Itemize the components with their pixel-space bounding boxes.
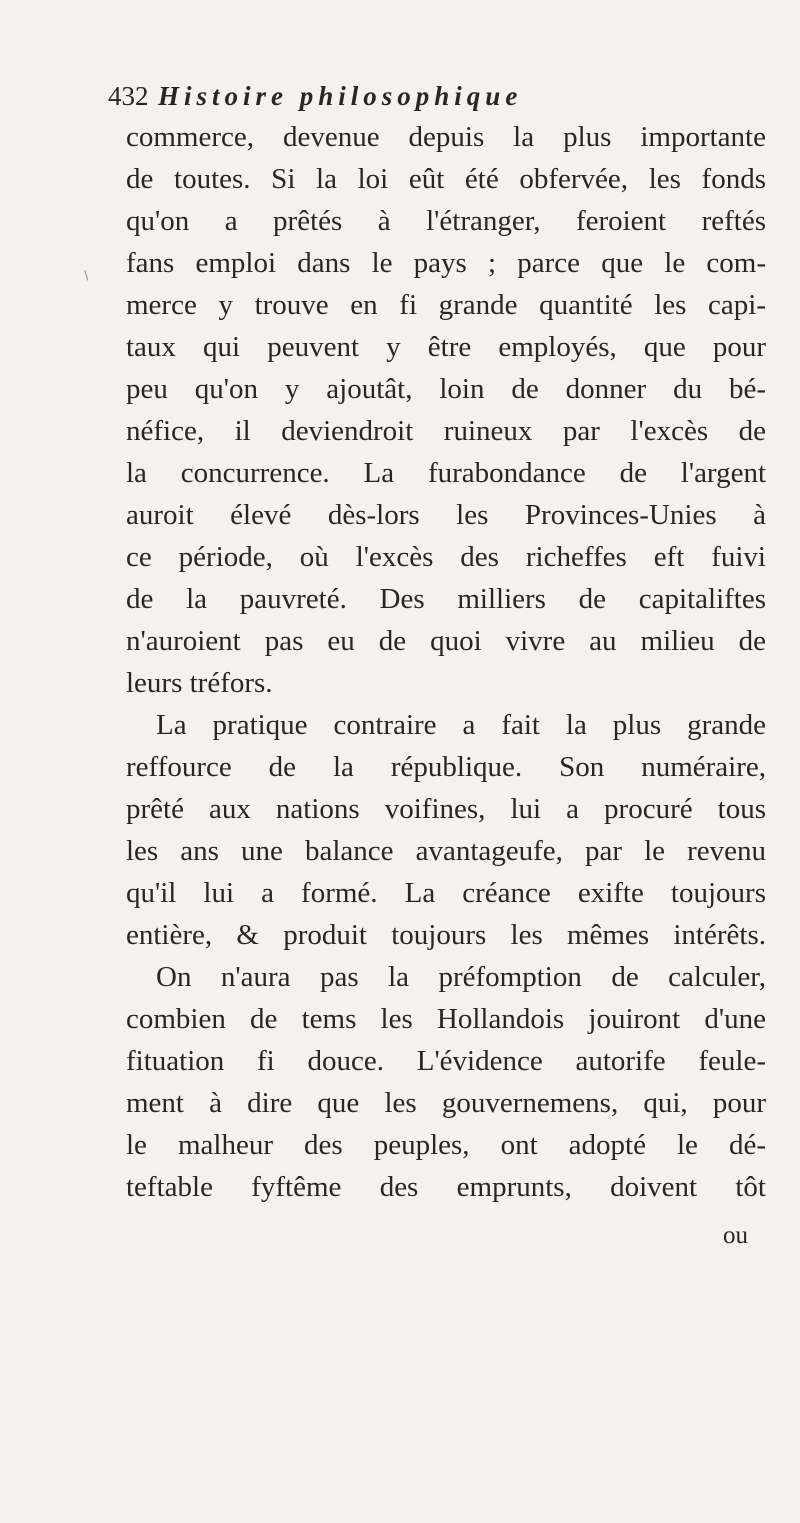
text-line: fituation fi douce. L'évidence autorife feule- (126, 1045, 766, 1077)
text-line: ce période, où l'excès des richeffes eft fuivi (126, 541, 766, 573)
text-line: qu'on a prêtés à l'étranger, feroient reftés (126, 205, 766, 237)
text-line: n'auroient pas eu de quoi vivre au milieu de (126, 625, 766, 657)
text-line: leurs tréfors. (126, 667, 273, 699)
text-line: ment à dire que les gouvernemens, qui, pour (126, 1087, 766, 1119)
text-line: de la pauvreté. Des milliers de capitaliftes (126, 583, 766, 615)
text-line: prêté aux nations voifines, lui a procuré tous (126, 793, 766, 825)
catchword: ou (723, 1222, 748, 1249)
running-title: Histoire philosophique (158, 81, 523, 111)
text-line: reffource de la république. Son numéraire, (126, 751, 766, 783)
text-line: la concurrence. La furabondance de l'argent (126, 457, 766, 489)
text-line: le malheur des peuples, ont adopté le dé- (126, 1129, 766, 1161)
text-line: La pratique contraire a fait la plus grande (156, 709, 766, 741)
text-line: entière, & produit toujours les mêmes intérêts. (126, 919, 766, 951)
text-line: merce y trouve en fi grande quantité les capi- (126, 289, 766, 321)
text-line: On n'aura pas la préfomption de calculer, (156, 961, 766, 993)
body-text (126, 116, 766, 1208)
text-line: les ans une balance avantageufe, par le revenu (126, 835, 766, 867)
text-line: taux qui peuvent y être employés, que pour (126, 331, 766, 363)
running-header (108, 76, 708, 116)
text-line: commerce, devenue depuis la plus importante (126, 121, 766, 153)
text-line: combien de tems les Hollandois jouiront d'une (126, 1003, 766, 1035)
page-number: 432 (108, 81, 149, 111)
text-line: peu qu'on y ajoutât, loin de donner du bé- (126, 373, 766, 405)
text-line: auroit élevé dès-lors les Provinces-Unies à (126, 499, 766, 531)
text-line: teftable fyftême des emprunts, doivent tôt (126, 1171, 766, 1203)
text-line: néfice, il deviendroit ruineux par l'excès de (126, 415, 766, 447)
text-line: fans emploi dans le pays ; parce que le com- (126, 247, 766, 279)
text-line: qu'il lui a formé. La créance exifte toujours (126, 877, 766, 909)
margin-mark: ∖ (82, 269, 90, 283)
text-line: de toutes. Si la loi eût été obfervée, les fonds (126, 163, 766, 195)
